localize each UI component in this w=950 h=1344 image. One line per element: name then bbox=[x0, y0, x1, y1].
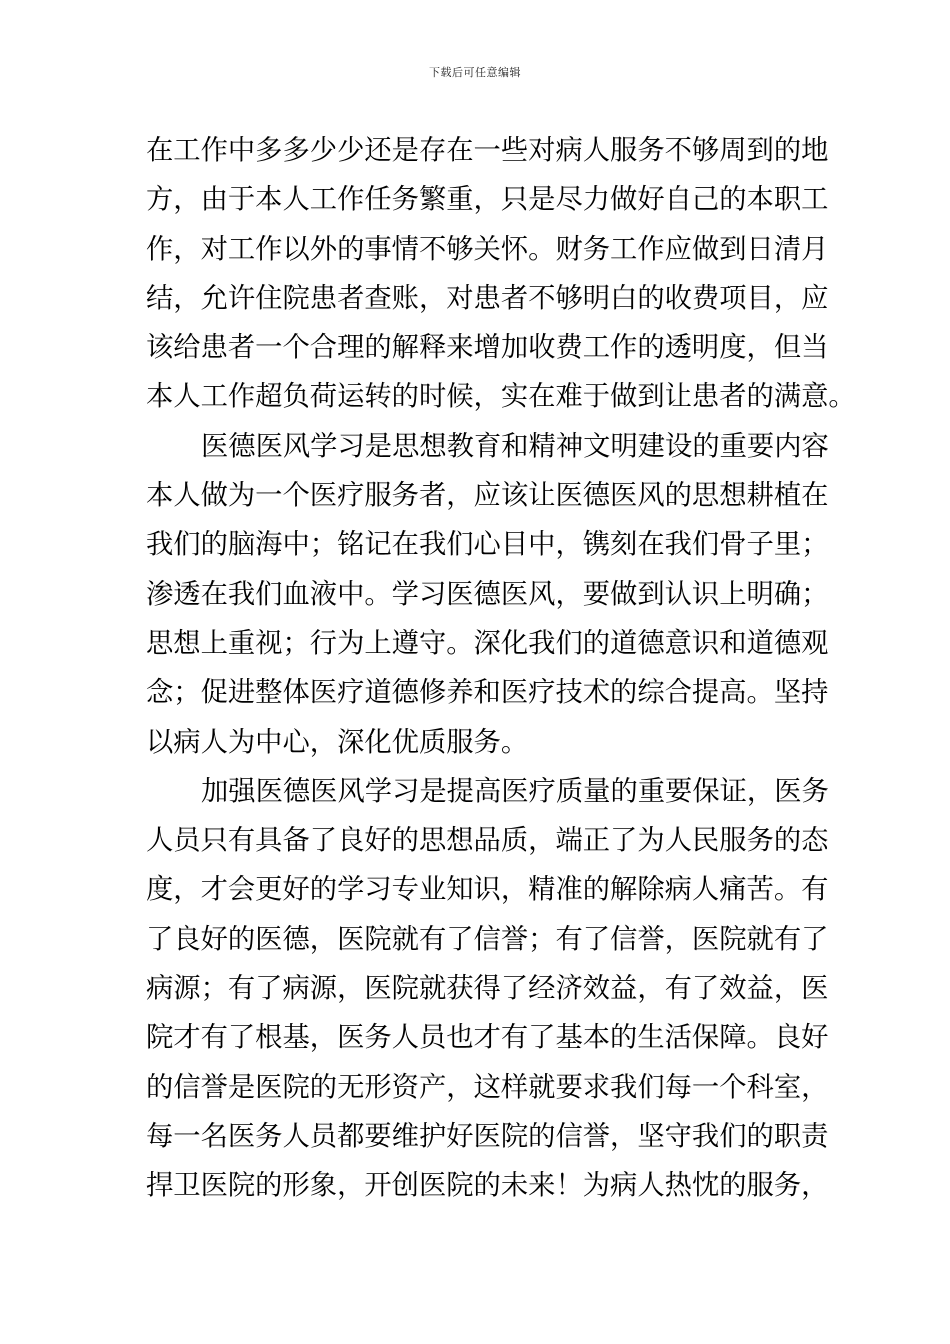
paragraph-1-line: 作，对工作以外的事情不够关怀。财务工作应做到日清月 bbox=[146, 233, 829, 265]
paragraph-1-line: 该给患者一个合理的解释来增加收费工作的透明度，但当 bbox=[146, 332, 829, 364]
paragraph-2-line: 我们的脑海中；铭记在我们心目中，镌刻在我们骨子里； bbox=[146, 529, 829, 561]
paragraph-2-line: 思想上重视；行为上遵守。深化我们的道德意识和道德观 bbox=[146, 627, 829, 659]
paragraph-1-line: 在工作中多多少少还是存在一些对病人服务不够周到的地 bbox=[146, 135, 829, 166]
paragraph-2-first-line: 医德医风学习是思想教育和精神文明建设的重要内容 bbox=[201, 430, 829, 462]
paragraph-2-line: 念；促进整体医疗道德修养和医疗技术的综合提高。坚持 bbox=[146, 677, 829, 709]
paragraph-3-line: 院才有了根基，医务人员也才有了基本的生活保障。良好 bbox=[146, 1022, 829, 1054]
paragraph-3-line: 每一名医务人员都要维护好医院的信誉，坚守我们的职责 bbox=[146, 1120, 829, 1152]
paragraph-3-line: 度，才会更好的学习专业知识，精准的解除病人痛苦。有 bbox=[146, 874, 829, 906]
paragraph-2-line: 以病人为中心，深化优质服务。 bbox=[146, 726, 529, 758]
document-body bbox=[146, 126, 856, 1211]
paragraph-3-line: 病源；有了病源，医院就获得了经济效益，有了效益，医 bbox=[146, 973, 829, 1005]
paragraph-3-first-line: 加强医德医风学习是提高医疗质量的重要保证，医务 bbox=[201, 775, 829, 807]
paragraph-2-line: 渗透在我们血液中。学习医德医风，要做到认识上明确； bbox=[146, 578, 829, 610]
paragraph-1-line: 本人工作超负荷运转的时候，实在难于做到让患者的满意。 bbox=[146, 381, 856, 413]
paragraph-1-line: 结，允许住院患者查账，对患者不够明白的收费项目，应 bbox=[146, 282, 829, 314]
paragraph-2-line: 本人做为一个医疗服务者，应该让医德医风的思想耕植在 bbox=[146, 480, 829, 512]
paragraph-3-line: 人员只有具备了良好的思想品质，端正了为人民服务的态 bbox=[146, 825, 829, 857]
page-header: 下载后可任意编辑 bbox=[429, 66, 521, 79]
paragraph-3-line: 了良好的医德，医院就有了信誉；有了信誉，医院就有了 bbox=[146, 923, 829, 955]
paragraph-1-line: 方，由于本人工作任务繁重，只是尽力做好自己的本职工 bbox=[146, 184, 829, 216]
paragraph-3-line: 的信誉是医院的无形资产，这样就要求我们每一个科室， bbox=[146, 1071, 829, 1103]
paragraph-3-line: 捍卫医院的形象，开创医院的未来！为病人热忱的服务， bbox=[146, 1170, 829, 1202]
